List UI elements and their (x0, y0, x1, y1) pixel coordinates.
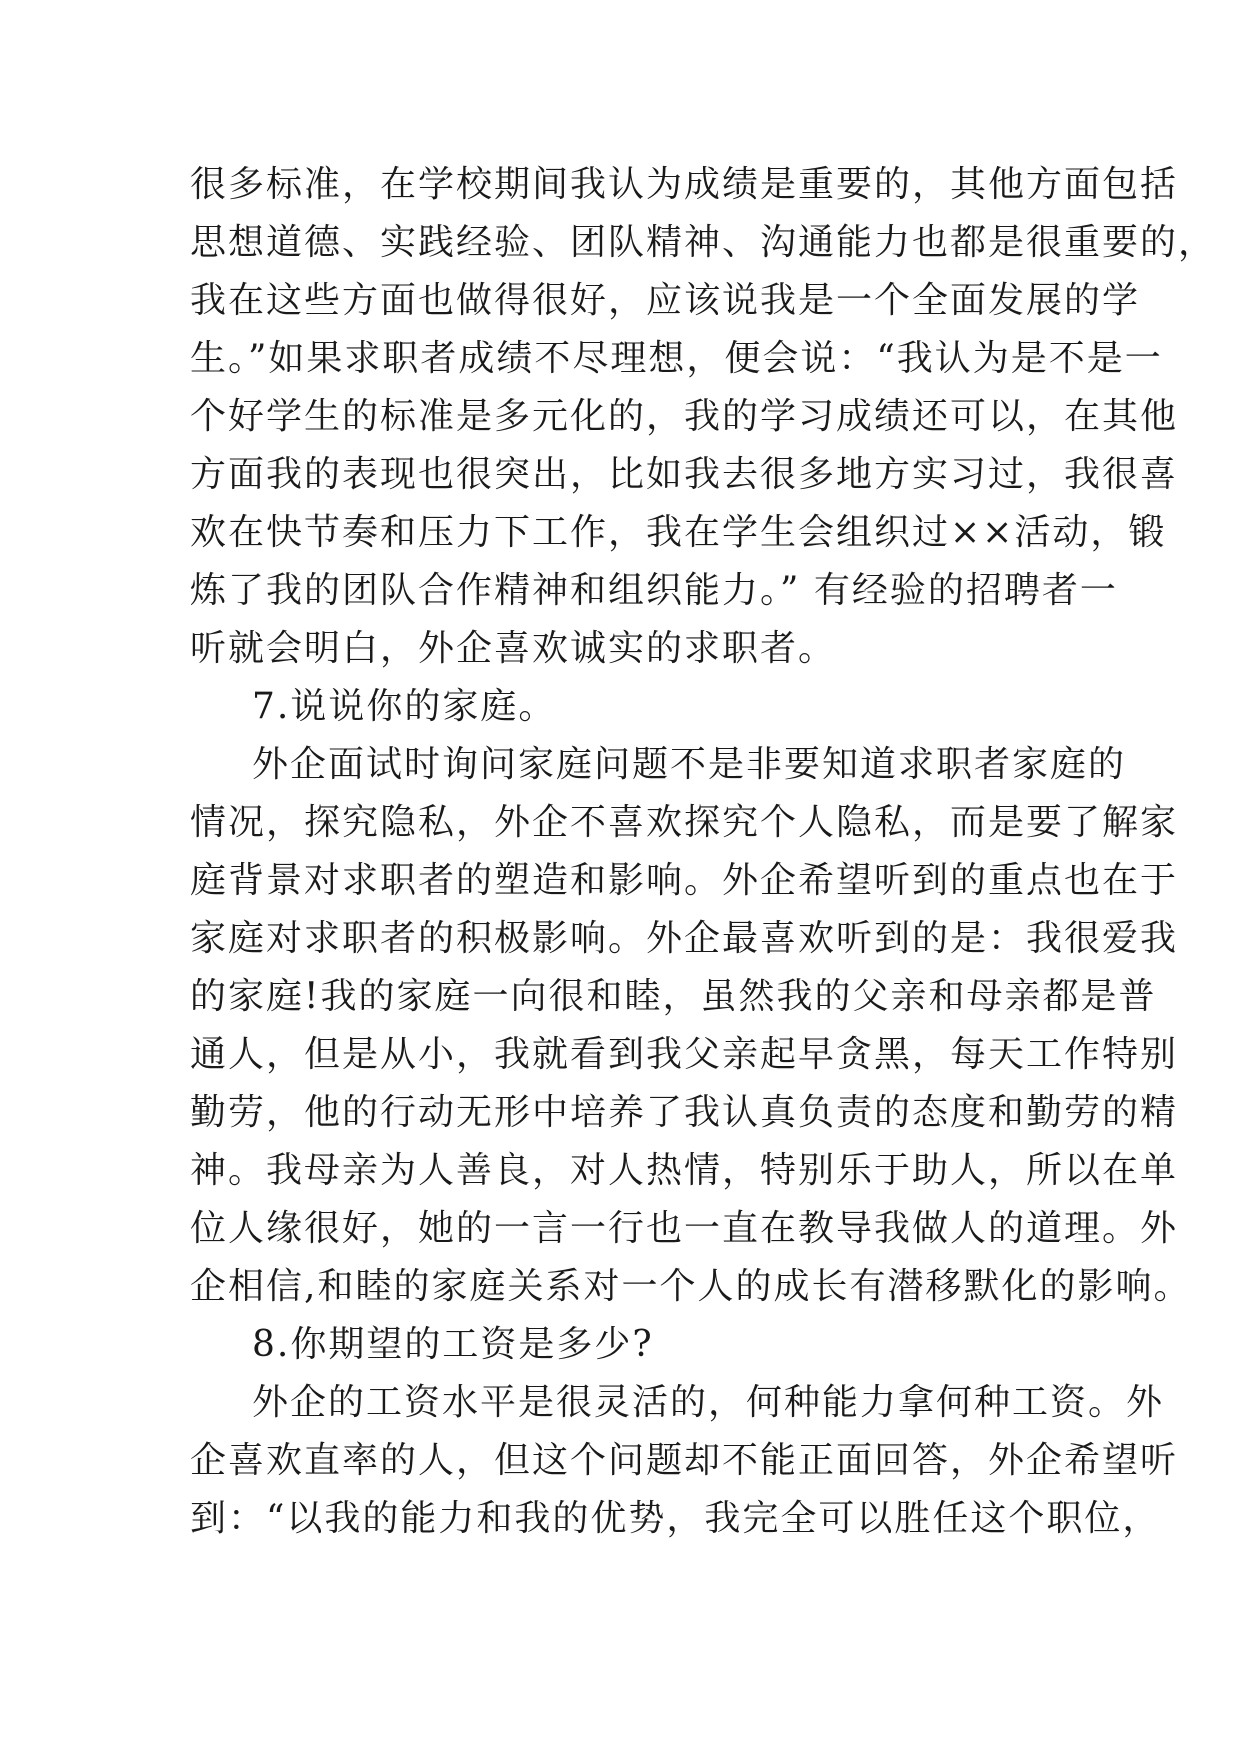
text-line: 外企面试时询问家庭问题不是非要知道求职者家庭的 (252, 744, 1127, 785)
section-heading: 7.说说你的家庭。 (252, 686, 557, 727)
text-line: 外企的工资水平是很灵活的，何种能力拿何种工资。外 (252, 1382, 1165, 1423)
text-line: 的家庭!我的家庭一向很和睦，虽然我的父亲和母亲都是普 (190, 976, 1157, 1017)
text-line: 情况，探究隐私，外企不喜欢探究个人隐私，而是要了解家 (190, 802, 1179, 843)
text-line: 勤劳，他的行动无形中培养了我认真负责的态度和勤劳的精 (190, 1092, 1179, 1133)
text-line: 听就会明白，外企喜欢诚实的求职者。 (190, 628, 837, 669)
text-line: 欢在快节奏和压力下工作，我在学生会组织过××活动，锻 (190, 512, 1167, 553)
text-line: 我在这些方面也做得很好，应该说我是一个全面发展的学 (190, 280, 1141, 321)
text-line: 庭背景对求职者的塑造和影响。外企希望听到的重点也在于 (190, 860, 1179, 901)
text-line: 到：“以我的能力和我的优势，我完全可以胜任这个职位， (190, 1498, 1161, 1539)
text-line: 企喜欢直率的人，但这个问题却不能正面回答，外企希望听 (190, 1440, 1179, 1481)
text-line: 很多标准，在学校期间我认为成绩是重要的，其他方面包括 (190, 164, 1179, 205)
text-line: 企相信,和睦的家庭关系对一个人的成长有潜移默化的影响。 (190, 1266, 1192, 1307)
text-line: 通人，但是从小，我就看到我父亲起早贪黑，每天工作特别 (190, 1034, 1179, 1075)
text-line: 炼了我的团队合作精神和组织能力。” 有经验的招聘者一 (190, 570, 1118, 611)
text-line: 家庭对求职者的积极影响。外企最喜欢听到的是：我很爱我 (190, 918, 1179, 959)
text-line: 个好学生的标准是多元化的，我的学习成绩还可以，在其他 (190, 396, 1179, 437)
body-text (190, 156, 1217, 1548)
text-line: 神。我母亲为人善良，对人热情，特别乐于助人，所以在单 (190, 1150, 1179, 1191)
text-line: 生。”如果求职者成绩不尽理想，便会说：“我认为是不是一 (190, 338, 1163, 379)
text-line: 方面我的表现也很突出，比如我去很多地方实习过，我很喜 (190, 454, 1179, 495)
section-heading: 8.你期望的工资是多少? (252, 1324, 654, 1365)
text-line: 思想道德、实践经验、团队精神、沟通能力也都是很重要的， (190, 222, 1217, 263)
text-line: 位人缘很好，她的一言一行也一直在教导我做人的道理。外 (190, 1208, 1179, 1249)
